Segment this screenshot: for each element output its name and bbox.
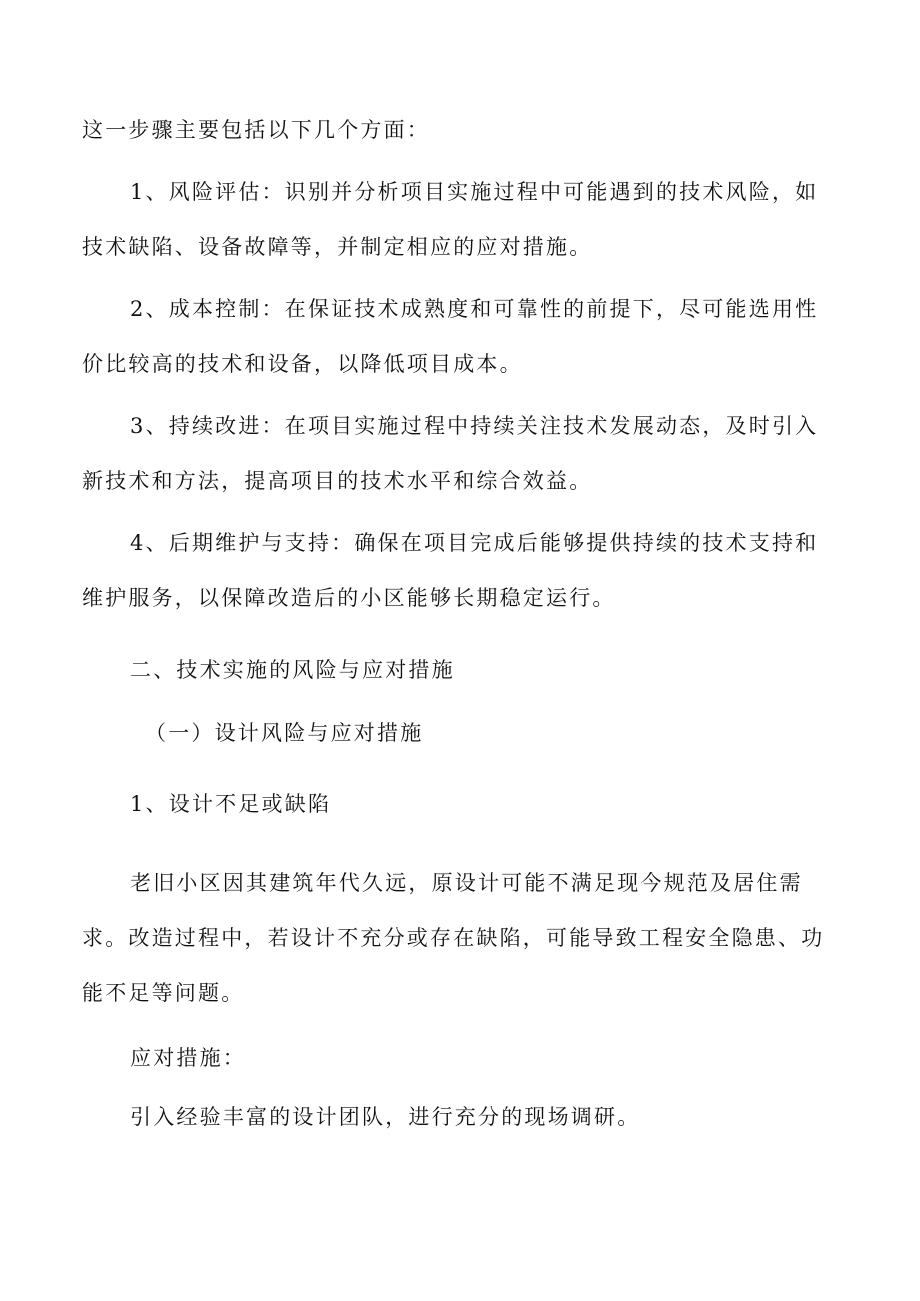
section-heading: 二、技术实施的风险与应对措施: [130, 658, 455, 682]
item-3-line-1: 3、持续改进：在项目实施过程中持续关注技术发展动态，及时引入: [130, 414, 819, 438]
item-1-line-1: 1、风险评估：识别并分析项目实施过程中可能遇到的技术风险，如: [130, 180, 819, 204]
body-paragraph-line-1: 老旧小区因其建筑年代久远，原设计可能不满足现今规范及居住需: [130, 871, 803, 895]
item-2-line-1: 2、成本控制：在保证技术成熟度和可靠性的前提下，尽可能选用性: [130, 297, 819, 321]
item-3-line-2: 新技术和方法，提高项目的技术水平和综合效益。: [82, 469, 593, 493]
point-heading: 1、设计不足或缺陷: [130, 792, 332, 816]
body-paragraph-line-2: 求。改造过程中，若设计不充分或存在缺陷，可能导致工程安全隐患、功: [82, 926, 825, 950]
body-paragraph-line-3: 能不足等问题。: [82, 981, 245, 1005]
item-2-line-2: 价比较高的技术和设备，以降低项目成本。: [82, 352, 523, 376]
measures-text: 引入经验丰富的设计团队，进行充分的现场调研。: [130, 1105, 641, 1129]
measures-label: 应对措施：: [130, 1046, 246, 1070]
item-1-line-2: 技术缺陷、设备故障等，并制定相应的应对措施。: [82, 235, 593, 259]
subsection-heading: （一）设计风险与应对措施: [145, 721, 424, 745]
intro-line: 这一步骤主要包括以下几个方面：: [82, 118, 430, 142]
item-4-line-1: 4、后期维护与支持：确保在项目完成后能够提供持续的技术支持和: [130, 531, 819, 555]
item-4-line-2: 维护服务，以保障改造后的小区能够长期稳定运行。: [82, 586, 616, 610]
